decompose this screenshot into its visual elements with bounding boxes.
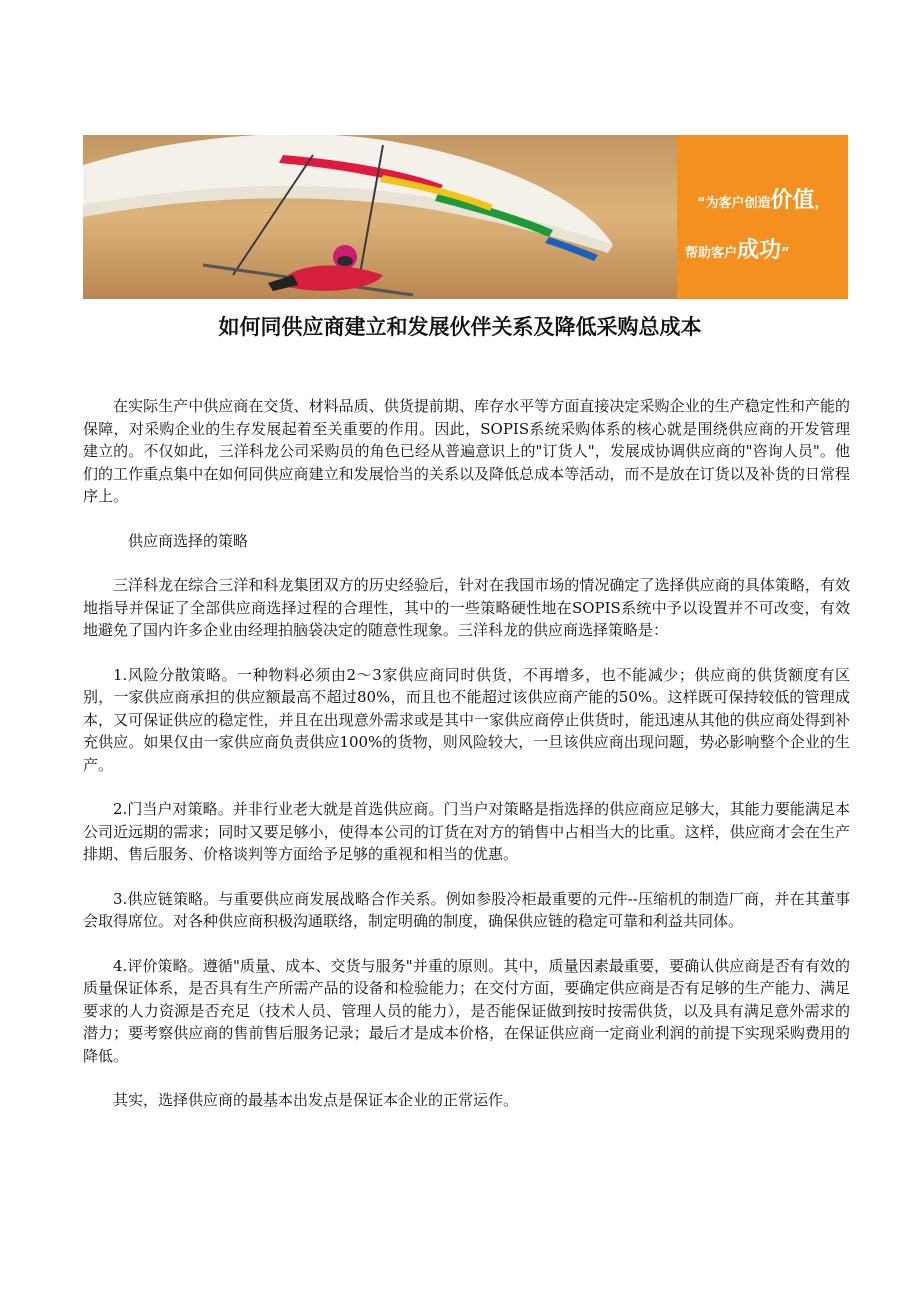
- section-heading: 供应商选择的策略: [128, 531, 249, 550]
- document-body: [83, 395, 850, 1134]
- paragraph-strategy-intro: 三洋科龙在综合三洋和科龙集团双方的历史经验后，针对在我国市场的情况确定了选择供应商的具体策略，有效地指导并保证了全部供应商选择过程的合理性，其中的一些策略硬性地在SOPIS系统中予以设置并不可改变，有效地避免了国内许多企业由经理拍脑袋决定的随意性现象。三洋科龙的供应商选择策略是：: [83, 576, 850, 639]
- hang-glider-illustration: [83, 135, 677, 299]
- slogan-line-2: 帮助客户成功”: [685, 238, 790, 263]
- slogan-panel: [677, 135, 848, 299]
- slogan-line-1: “为客户创造价值，: [697, 188, 828, 213]
- paragraph-strategy-1: 1.风险分散策略。一种物料必须由2～3家供应商同时供货，不再增多，也不能减少；供应商的供货额度有区别，一家供应商承担的供应额最高不超过80%，而且也不能超过该供应商产能的50%。这样既可保持较低的管理成本，又可保证供应的稳定性，并且在出现意外需求或是其中一家供应商停止供货时，能迅速从其他的供应商处得到补充供应。如果仅由一家供应商负责供应100%的货物，则风险较大，一旦该供应商出现问题，势必影响整个企业的生产。: [83, 665, 850, 774]
- hang-glider-photo: [83, 135, 677, 299]
- paragraph-strategy-4: 4.评价策略。遵循"质量、成本、交货与服务"并重的原则。其中，质量因素最重要，要确认供应商是否有有效的质量保证体系，是否具有生产所需产品的设备和检验能力；在交付方面，要确定供应商是否有足够的生产能力、满足要求的人力资源是否充足（技术人员、管理人员的能力），是否能保证做到按时按需供货，以及具有满足意外需求的潜力；要考察供应商的售前售后服务记录；最后才是成本价格，在保证供应商一定商业利润的前提下实现采购费用的降低。: [83, 956, 850, 1065]
- paragraph-strategy-2: 2.门当户对策略。并非行业老大就是首选供应商。门当户对策略是指选择的供应商应足够大，其能力要能满足本公司近远期的需求；同时又要足够小，使得本公司的订货在对方的销售中占相当大的比重。这样，供应商才会在生产排期、售后服务、价格谈判等方面给予足够的重视和相当的优惠。: [83, 800, 850, 863]
- document-title: 如何同供应商建立和发展伙伴关系及降低采购总成本: [218, 314, 702, 339]
- header-banner: [83, 135, 848, 299]
- paragraph-strategy-3: 3.供应链策略。与重要供应商发展战略合作关系。例如参股冷柜最重要的元件--压缩机的制造厂商，并在其董事会取得席位。对各种供应商积极沟通联络，制定明确的制度，确保供应链的稳定可靠和利益共同体。: [83, 889, 850, 930]
- paragraph-intro: 在实际生产中供应商在交货、材料品质、供货提前期、库存水平等方面直接决定采购企业的生产稳定性和产能的保障，对采购企业的生存发展起着至关重要的作用。因此，SOPIS系统采购体系的核心就是围绕供应商的开发管理建立的。不仅如此，三洋科龙公司采购员的角色已经从普遍意识上的"订货人"，发展成协调供应商的"咨询人员"。他们的工作重点集中在如何同供应商建立和发展恰当的关系以及降低总成本等活动，而不是放在订货以及补货的日常程序上。: [83, 397, 850, 505]
- paragraph-conclusion: 其实，选择供应商的最基本出发点是保证本企业的正常运作。: [113, 1091, 519, 1109]
